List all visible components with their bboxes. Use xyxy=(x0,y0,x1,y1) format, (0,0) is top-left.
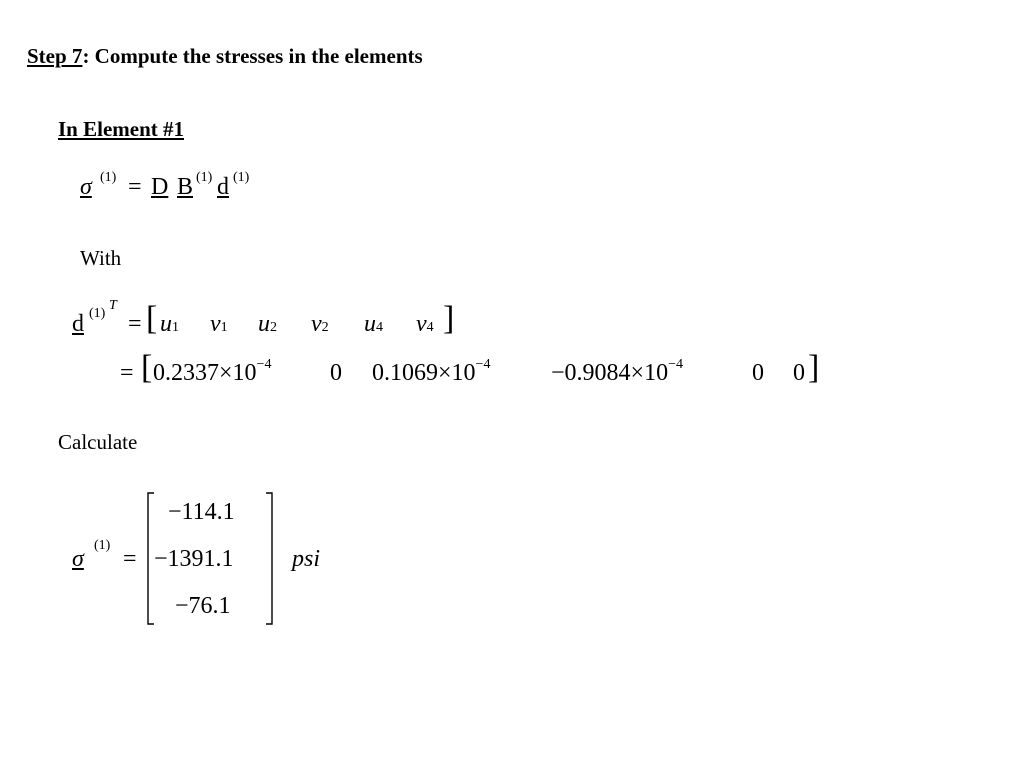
symbol-u1: u1 xyxy=(160,311,179,337)
left-bracket-values: [ xyxy=(141,349,153,386)
displacement-lhs-superscript: (1) xyxy=(89,306,106,321)
matrix-D: D xyxy=(151,174,169,200)
stress-equation xyxy=(80,174,92,201)
element-heading: In Element #1 xyxy=(58,117,184,141)
symbol-u2: u2 xyxy=(258,311,277,337)
result-unit: psi xyxy=(292,546,321,572)
symbol-v1: v1 xyxy=(210,311,228,337)
equals-sign-1: = xyxy=(128,174,142,200)
equals-sign-2: = xyxy=(128,311,142,337)
result-value-2: −1391.1 xyxy=(154,546,234,572)
symbol-v4: v4 xyxy=(416,311,434,337)
equals-sign-3: = xyxy=(120,360,134,386)
value-3: $0.1069\times 10^{-4}$ xyxy=(372,357,491,386)
sigma-superscript: (1) xyxy=(100,170,117,185)
value-1: $0.2337\times 10^{-4}$ xyxy=(153,357,272,386)
result-value-3: −76.1 xyxy=(175,593,231,619)
value-5: 0 xyxy=(752,360,764,386)
result-sigma: σ xyxy=(72,546,84,572)
result-value-1: −114.1 xyxy=(168,499,235,525)
left-bracket-symbols: [ xyxy=(146,300,158,337)
matrix-B: B xyxy=(177,174,194,200)
vector-d: d xyxy=(217,174,229,200)
value-4: $-0.9084\times 10^{-4}$ xyxy=(551,357,683,386)
symbol-v2: v2 xyxy=(311,311,329,337)
value-2: 0 xyxy=(330,360,342,386)
sigma-symbol: σ xyxy=(80,174,92,200)
step-heading xyxy=(27,44,423,69)
right-bracket-symbols: ] xyxy=(443,300,455,337)
transpose-symbol: T xyxy=(109,298,117,313)
step-title: : Compute the stresses in the elements xyxy=(82,44,423,68)
calculate-label: Calculate xyxy=(58,430,138,454)
right-bracket-values: ] xyxy=(808,349,820,386)
with-label: With xyxy=(80,246,122,270)
vector-d-superscript: (1) xyxy=(233,170,250,185)
symbol-u4: u4 xyxy=(364,311,383,337)
step-label: Step 7 xyxy=(27,44,83,68)
matrix-B-superscript: (1) xyxy=(196,170,213,185)
result-superscript: (1) xyxy=(94,538,111,553)
equals-sign-4: = xyxy=(123,546,137,572)
displacement-lhs-d: d xyxy=(72,311,84,337)
value-6: 0 xyxy=(793,360,805,386)
